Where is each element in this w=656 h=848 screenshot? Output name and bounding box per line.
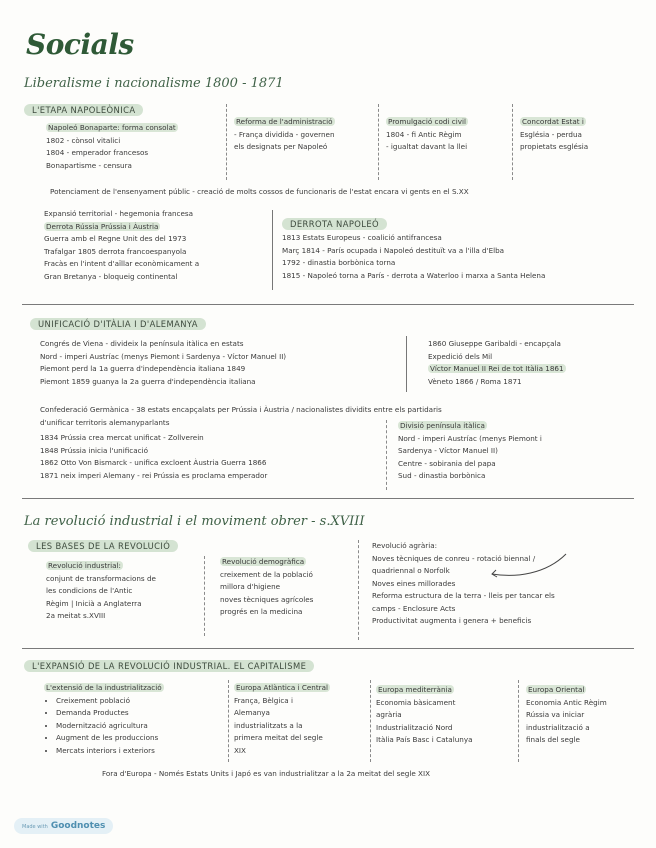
- fora-europa-line: Fora d'Europa - Només Estats Units i Japó es van industrialitzar a la 2a meitat del segle XIX: [102, 769, 430, 778]
- med-line: Industrialització Nord: [376, 722, 453, 732]
- ind-title: Revolució industrial:: [48, 561, 121, 570]
- exp-line: Expansió territorial - hegemonia francesa: [44, 209, 194, 218]
- ori-line: finals del segle: [526, 735, 580, 744]
- ori-line: industrialització a: [526, 722, 590, 732]
- demo-title: Revolució demogràfica: [222, 557, 305, 566]
- ind-line: 2a meitat s.XVIII: [46, 611, 106, 620]
- demo-line: creixement de la població: [220, 569, 313, 579]
- divider: [272, 210, 273, 290]
- codi-block: [386, 116, 468, 154]
- pill-expansio-capitalisme: L'EXPANSIÓ DE LA REVOLUCIÓ INDUSTRIAL. EL CAPITALISME: [24, 660, 314, 672]
- gar-line: 1860 Giuseppe Garibaldi - encapçala: [428, 339, 561, 348]
- divisio-line: Sud - dinastia borbònica: [398, 471, 486, 480]
- agr-line: camps - Enclosure Acts: [372, 603, 456, 613]
- admin-line: - França dividida - governen: [234, 129, 335, 139]
- divisio-line: Centre - sobirania del papa: [398, 458, 496, 468]
- italia-line: Nord - imperi Austríac (menys Piemont i Sardenya - Víctor Manuel II): [40, 351, 287, 361]
- europa-oriental-block: [526, 684, 607, 747]
- divider: [370, 680, 371, 762]
- ensenyament-line: Potenciament de l'ensenyament públic - creació de molts cossos de funcionaris de l'estat encara vi gents en el S.XX: [50, 187, 469, 196]
- derrota-line: 1813 Estats Europeus - coalició antifrancesa: [282, 233, 442, 242]
- divisio-line: Nord - imperi Austríac (menys Piemont i: [398, 433, 542, 443]
- page-title: Socials: [26, 28, 134, 61]
- prussia-line: 1871 neix imperi Alemany - rei Prússia es proclama emperador: [40, 470, 268, 480]
- section-divider: [22, 304, 634, 305]
- garibaldi-block: [428, 338, 566, 388]
- demo-line: noves tècniques agrícoles: [220, 594, 314, 604]
- section-heading-revolucio-industrial: La revolució industrial i el moviment obrer - s.XVIII: [24, 514, 365, 529]
- pill-bases-revolucio: LES BASES DE LA REVOLUCIÓ: [28, 540, 178, 552]
- ind-line: les condicions de l'Antic: [46, 586, 133, 595]
- agr-title: Revolució agrària:: [372, 541, 438, 550]
- confederacio-block: [40, 404, 442, 429]
- revolucio-demografica-block: [220, 556, 313, 619]
- gar-line: Vèneto 1866 / Roma 1871: [428, 376, 522, 386]
- pill-etapa-napoleonica: L'ETAPA NAPOLEÒNICA: [24, 104, 143, 116]
- atl-line: XIX: [234, 745, 246, 755]
- derrota-line: 1792 - dinastia borbònica torna: [282, 258, 396, 267]
- conc-line: Església - perdua: [520, 129, 582, 139]
- conc-line: propietats església: [520, 142, 589, 151]
- codi-title: Promulgació codi civil: [388, 117, 466, 126]
- goodnotes-badge: [14, 818, 113, 834]
- divisio-block: [398, 420, 542, 483]
- nap-line: 1802 - cònsol vitalici: [46, 135, 121, 145]
- exp-line: Derrota Rússia Prússia i Àustria: [46, 221, 159, 231]
- derrota-line: 1815 - Napoleó torna a París - derrota a Waterloo i marxa a Santa Helena: [282, 270, 546, 280]
- napoleo-block: [46, 122, 178, 172]
- expansio-block: [44, 208, 199, 283]
- atl-line: França, Bèlgica i: [234, 695, 293, 705]
- pill-unificacio: UNIFICACIÓ D'ITÀLIA I D'ALEMANYA: [30, 318, 206, 330]
- atl-title: Europa Atlàntica i Central: [236, 683, 329, 692]
- revolucio-industrial-block: [46, 560, 156, 623]
- divider: [386, 420, 387, 490]
- prussia-block: [40, 432, 267, 482]
- ext-item: • Augment de les produccions: [56, 732, 164, 745]
- divider: [226, 104, 227, 180]
- exp-line: Gran Bretanya - bloqueig continental: [44, 271, 178, 281]
- atl-line: primera meitat del segle: [234, 733, 323, 742]
- derrota-block: [282, 232, 545, 282]
- curved-arrow-icon: [486, 548, 586, 584]
- ind-line: conjunt de transformacions de: [46, 573, 156, 583]
- ext-item: • Demanda Productes: [56, 707, 164, 720]
- section-divider: [22, 498, 634, 499]
- admin-block: [234, 116, 335, 154]
- agr-line: Productivitat augmenta i genera + beneficis: [372, 616, 532, 625]
- italia-line: Congrés de Viena - divideix la península itàlica en estats: [40, 339, 244, 348]
- demo-line: millora d'higiene: [220, 582, 281, 591]
- badge-name: Goodnotes: [50, 821, 106, 831]
- nap-line: Bonapartisme - censura: [46, 160, 132, 170]
- divider: [358, 540, 359, 640]
- divider: [406, 336, 407, 392]
- derrota-line: Març 1814 - París ocupada i Napoleó destituït va a l'illa d'Elba: [282, 245, 505, 255]
- concordat-block: [520, 116, 588, 154]
- med-line: Economia bàsicament: [376, 697, 456, 707]
- ext-item: • Mercats interiors i exteriors: [56, 745, 164, 758]
- ori-line: Rússia va iniciar: [526, 710, 585, 719]
- agr-line: quadriennal o Norfolk: [372, 566, 450, 575]
- conc-title: Concordat Estat i: [522, 117, 584, 126]
- nap-line: Napoleó Bonaparte: forma consolat: [48, 123, 176, 132]
- ind-line: Règim | Inicià a Anglaterra: [46, 598, 142, 608]
- extensio-block: [44, 682, 164, 757]
- gar-line: Expedició dels Mil: [428, 351, 493, 361]
- badge-small-text: Made with: [22, 824, 48, 830]
- agr-line: Noves tècniques de conreu - rotació biennal /: [372, 553, 536, 563]
- atl-line: industrialitzats a la: [234, 720, 303, 730]
- exp-line: Guerra amb el Regne Unit des del 1973: [44, 234, 187, 243]
- italia-line: Piemont perd la 1a guerra d'independència italiana 1849: [40, 364, 246, 373]
- admin-title: Reforma de l'administració: [236, 117, 333, 126]
- divider: [512, 104, 513, 180]
- divider: [204, 556, 205, 636]
- admin-line: els designats per Napoleó: [234, 142, 328, 151]
- section-divider: [22, 648, 634, 649]
- prussia-line: 1862 Otto Von Bismarck - unifica excloent Àustria Guerra 1866: [40, 458, 267, 467]
- demo-line: progrés en la medicina: [220, 607, 303, 616]
- divider: [518, 680, 519, 762]
- med-line: agrària: [376, 710, 402, 719]
- confed-line: d'unificar territoris alemanyparlants: [40, 417, 170, 427]
- ext-title: L'extensió de la industrialització: [46, 683, 162, 692]
- italia-line: Piemont 1859 guanya la 2a guerra d'independència italiana: [40, 376, 256, 386]
- codi-line: - igualtat davant la llei: [386, 142, 468, 151]
- divisio-title: Divisió península itàlica: [400, 421, 485, 430]
- agr-line: Reforma estructura de la terra - lleis per tancar els: [372, 591, 555, 600]
- exp-line: Trafalgar 1805 derrota francoespanyola: [44, 246, 187, 256]
- divider: [228, 680, 229, 762]
- europa-atlantica-block: [234, 682, 330, 757]
- divisio-line: Sardenya - Víctor Manuel II): [398, 446, 498, 455]
- ext-item: • Creixement població: [56, 695, 164, 708]
- codi-line: 1804 - fi Antic Règim: [386, 129, 462, 139]
- confed-line: Confederació Germànica - 38 estats encapçalats per Prússia i Àustria / nacionalistes dividits entre els partidaris: [40, 405, 442, 414]
- prussia-line: 1834 Prússia crea mercat unificat - Zollverein: [40, 433, 204, 442]
- med-line: Itàlia País Basc i Catalunya: [376, 735, 473, 744]
- ext-item: • Modernització agricultura: [56, 720, 164, 733]
- gar-line: Víctor Manuel II Rei de tot Itàlia 1861: [430, 364, 564, 373]
- med-title: Europa mediterrània: [378, 685, 452, 694]
- italia-block: [40, 338, 286, 388]
- nap-line: 1804 - emperador francesos: [46, 148, 149, 157]
- ori-title: Europa Oriental: [528, 685, 585, 694]
- divider: [378, 104, 379, 180]
- atl-line: Alemanya: [234, 708, 270, 717]
- section-heading-liberalisme: Liberalisme i nacionalisme 1800 - 1871: [24, 76, 284, 91]
- ori-line: Economia Antic Règim: [526, 697, 607, 707]
- europa-mediterrania-block: [376, 684, 472, 747]
- pill-derrota-napoleo: DERROTA NAPOLEÓ: [282, 218, 387, 230]
- prussia-line: 1848 Prússia inicia l'unificació: [40, 445, 148, 455]
- exp-line: Fracàs en l'intent d'aïllar econòmicament a: [44, 259, 200, 268]
- agr-line: Noves eines millorades: [372, 578, 456, 588]
